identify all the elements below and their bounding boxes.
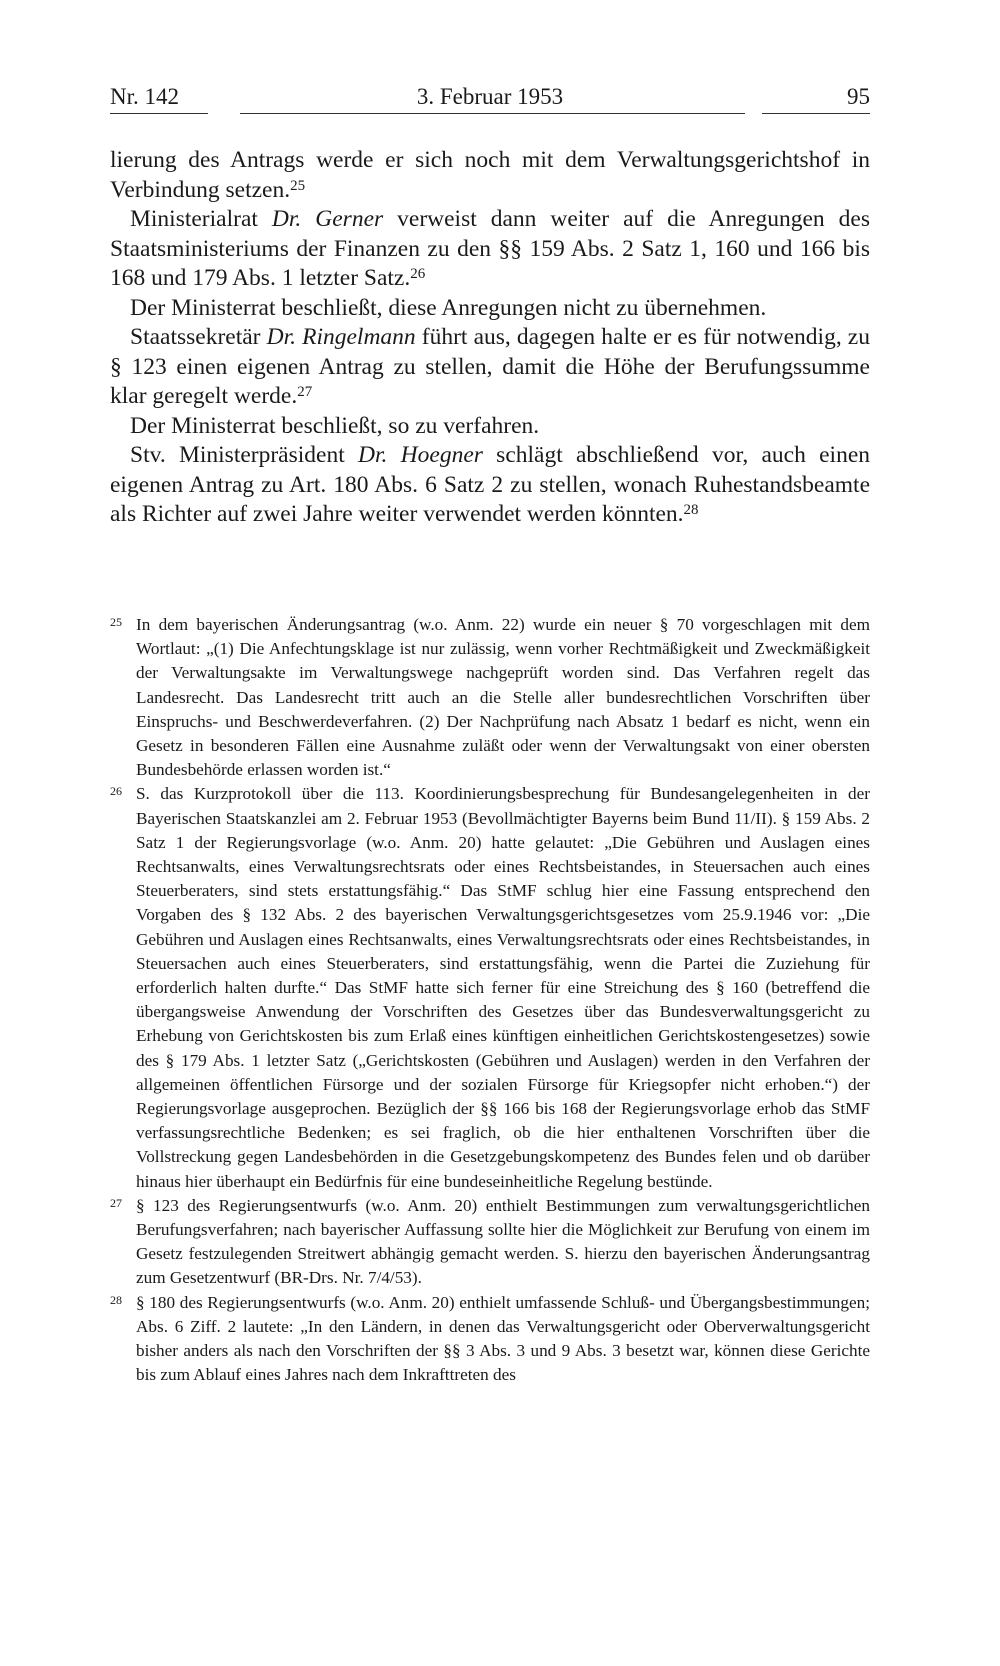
footnote-text: S. das Kurzprotokoll über die 113. Koordinierungsbesprechung für Bundesangelegenheiten in der Bayerischen Staatskanzlei am 2. Februar 1953 (Bevollmächtigter Bayerns beim Bund 11/II). § 159 Abs. 2 Satz 1 der Regierungsvorlage (w.o. Anm. 20) hatte gelautet: „Die Gebühren und Auslagen eines Rechtsanwalts, eines Verwaltungsrechtsrats oder eines Rechtsbeistandes, in Steuersachen auch eines Steuerberaters, sind stets erstattungsfähig.“ Das StMF schlug hier eine Fassung entsprechend den Vorgaben des § 132 Abs. 2 des bayerischen Verwaltungsgerichtsgesetzes vom 25.9.1946 vor: „Die Gebühren und Auslagen eines Rechtsanwalts, eines Verwaltungsrechtsrats oder eines Rechtsbeistandes, in Steuersachen auch eines Steuerberaters, sind erstattungsfähig, wenn die Partei die Zuziehung für erforderlich halten durfte.“ Das StMF hatte sich ferner für eine Streichung des § 160 (betreffend die übergangsweise Anwendung der Vorschriften des Gesetzes über das Bundesverwaltungsgericht zu Erhebung von Gerichtskosten bis zum Erlaß eines künftigen einheitlichen Gerichtskostengesetzes) sowie des § 179 Abs. 1 letzter Satz („Gerichtskosten (Gebühren und Auslagen) werden in den Verfahren der allgemeinen öffentlichen Fürsorge und der sozialen Fürsorge für Kriegsopfer nicht erhoben.“) der Regierungsvorlage ausgeprochen. Bezüglich der §§ 166 bis 168 der Regierungsvorlage erhob das StMF verfassungsrechtliche Bedenken; es sei fraglich, ob die hier enthaltenen Vorschriften über die Vollstreckung gegen Landesbehörden in die Gesetzgebungskompetenz des Bundes felen und ob darüber hinaus hier überhaupt ein Bedürfnis für eine bundeseinheitliche Regelung bestünde. xyxy=(136,784,870,1191)
header-rule xyxy=(240,113,745,114)
footnote-ref: 28 xyxy=(683,502,699,518)
footnotes xyxy=(110,613,870,1388)
body-text xyxy=(110,146,870,530)
footnote-number: 26 xyxy=(110,784,122,799)
speaker-name: Dr. Hoegner xyxy=(358,442,483,468)
footnote xyxy=(110,1291,870,1388)
footnote-text: § 123 des Regierungsentwurfs (w.o. Anm. 20) enthielt Bestimmungen zum verwaltungsgerichtlichen Berufungsverfahren; nach bayerischer Auffassung sollte hier die Möglichkeit zur Berufung von einem im Gesetz festzulegenden Streitwert abhängig gemacht werden. S. hierzu den bayerischen Änderungsantrag zum Gesetzentwurf (BR-Drs. Nr. 7/4/53). xyxy=(136,1195,870,1288)
footnote-text: In dem bayerischen Änderungsantrag (w.o. Anm. 22) wurde ein neuer § 70 vorgeschlagen mit dem Wortlaut: „(1) Die Anfechtungsklage ist nur zulässig, wenn vorher Rechtmäßigkeit und Zweckmäßigkeit der Verwaltungsakte im Verwaltungswege nachgeprüft worden sind. Das Verfahren regelt das Landesrecht. Das Landesrecht tritt auch an die Stelle aller bundesrechtlichen Vorschriften über Einspruchs- und Beschwerdeverfahren. (2) Der Nachprüfung nach Absatz 1 bedarf es nicht, wenn ein Gesetz in besonderen Fällen eine Ausnahme zuläßt oder wenn der Verwaltungsakt von einer obersten Bundesbehörde erlassen worden ist.“ xyxy=(136,615,870,780)
paragraph: Ministerialrat Dr. Gerner verweist dann weiter auf die Anregungen des Staatsministeriums der Finanzen zu den §§ 159 Abs. 2 Satz 1, 160 und 166 bis 168 und 179 Abs. 1 letzter Satz.$^{26}$ xyxy=(110,206,870,291)
footnote-ref: 25 xyxy=(290,177,306,194)
paragraph: Der Ministerrat beschließt, so zu verfahren. xyxy=(130,412,540,439)
footnote-ref: 27 xyxy=(297,384,313,400)
paragraph: Staatssekretär Dr. Ringelmann führt aus, dagegen halte er es für notwendig, zu § 123 einen eigenen Antrag zu stellen, damit die Höhe der Berufungssumme klar geregelt werde.$^{27}$ xyxy=(110,324,870,409)
issue-number: Nr. 142 xyxy=(110,84,179,109)
footnote-ref: 26 xyxy=(410,266,426,282)
session-date: 3. Februar 1953 xyxy=(416,84,564,109)
footnote-text: § 180 des Regierungsentwurfs (w.o. Anm. 20) enthielt umfassende Schluß- und Übergangsbestimmungen; Abs. 6 Ziff. 2 lautete: „In den Ländern, in denen das Verwaltungsgericht oder Oberverwaltungsgericht bisher anders als nach den Vorschriften der §§ 3 Abs. 3 und 9 Abs. 3 besetzt war, können diese Gerichte bis zum Ablauf eines Jahres nach dem Inkrafttreten des xyxy=(136,1292,870,1385)
header-rule xyxy=(762,113,870,114)
footnote-number: 27 xyxy=(110,1195,122,1210)
footnote-number: 28 xyxy=(110,1292,122,1307)
header-rule xyxy=(110,113,208,114)
footnote xyxy=(110,782,870,1193)
paragraph: Der Ministerrat beschließt, diese Anregungen nicht zu übernehmen. xyxy=(130,294,767,321)
page-number: 95 xyxy=(847,84,870,109)
paragraph: lierung des Antrags werde er sich noch mit dem Verwaltungsgerichtshof in Verbindung setzen.$^{25}$ xyxy=(110,147,870,203)
footnote xyxy=(110,1194,870,1291)
paragraph: Stv. Ministerpräsident Dr. Hoegner schlägt abschließend vor, auch einen eigenen Antrag zu Art. 180 Abs. 6 Satz 2 zu stellen, wonach Ruhestandsbeamte als Richter auf zwei Jahre weiter verwendet werden könnten.$^{28}$ xyxy=(110,442,870,527)
footnote-number: 25 xyxy=(110,615,122,629)
speaker-name: Dr. Gerner xyxy=(271,206,384,232)
footnote xyxy=(110,613,870,782)
running-header xyxy=(110,83,870,113)
speaker-name: Dr. Ringelmann xyxy=(266,324,416,350)
